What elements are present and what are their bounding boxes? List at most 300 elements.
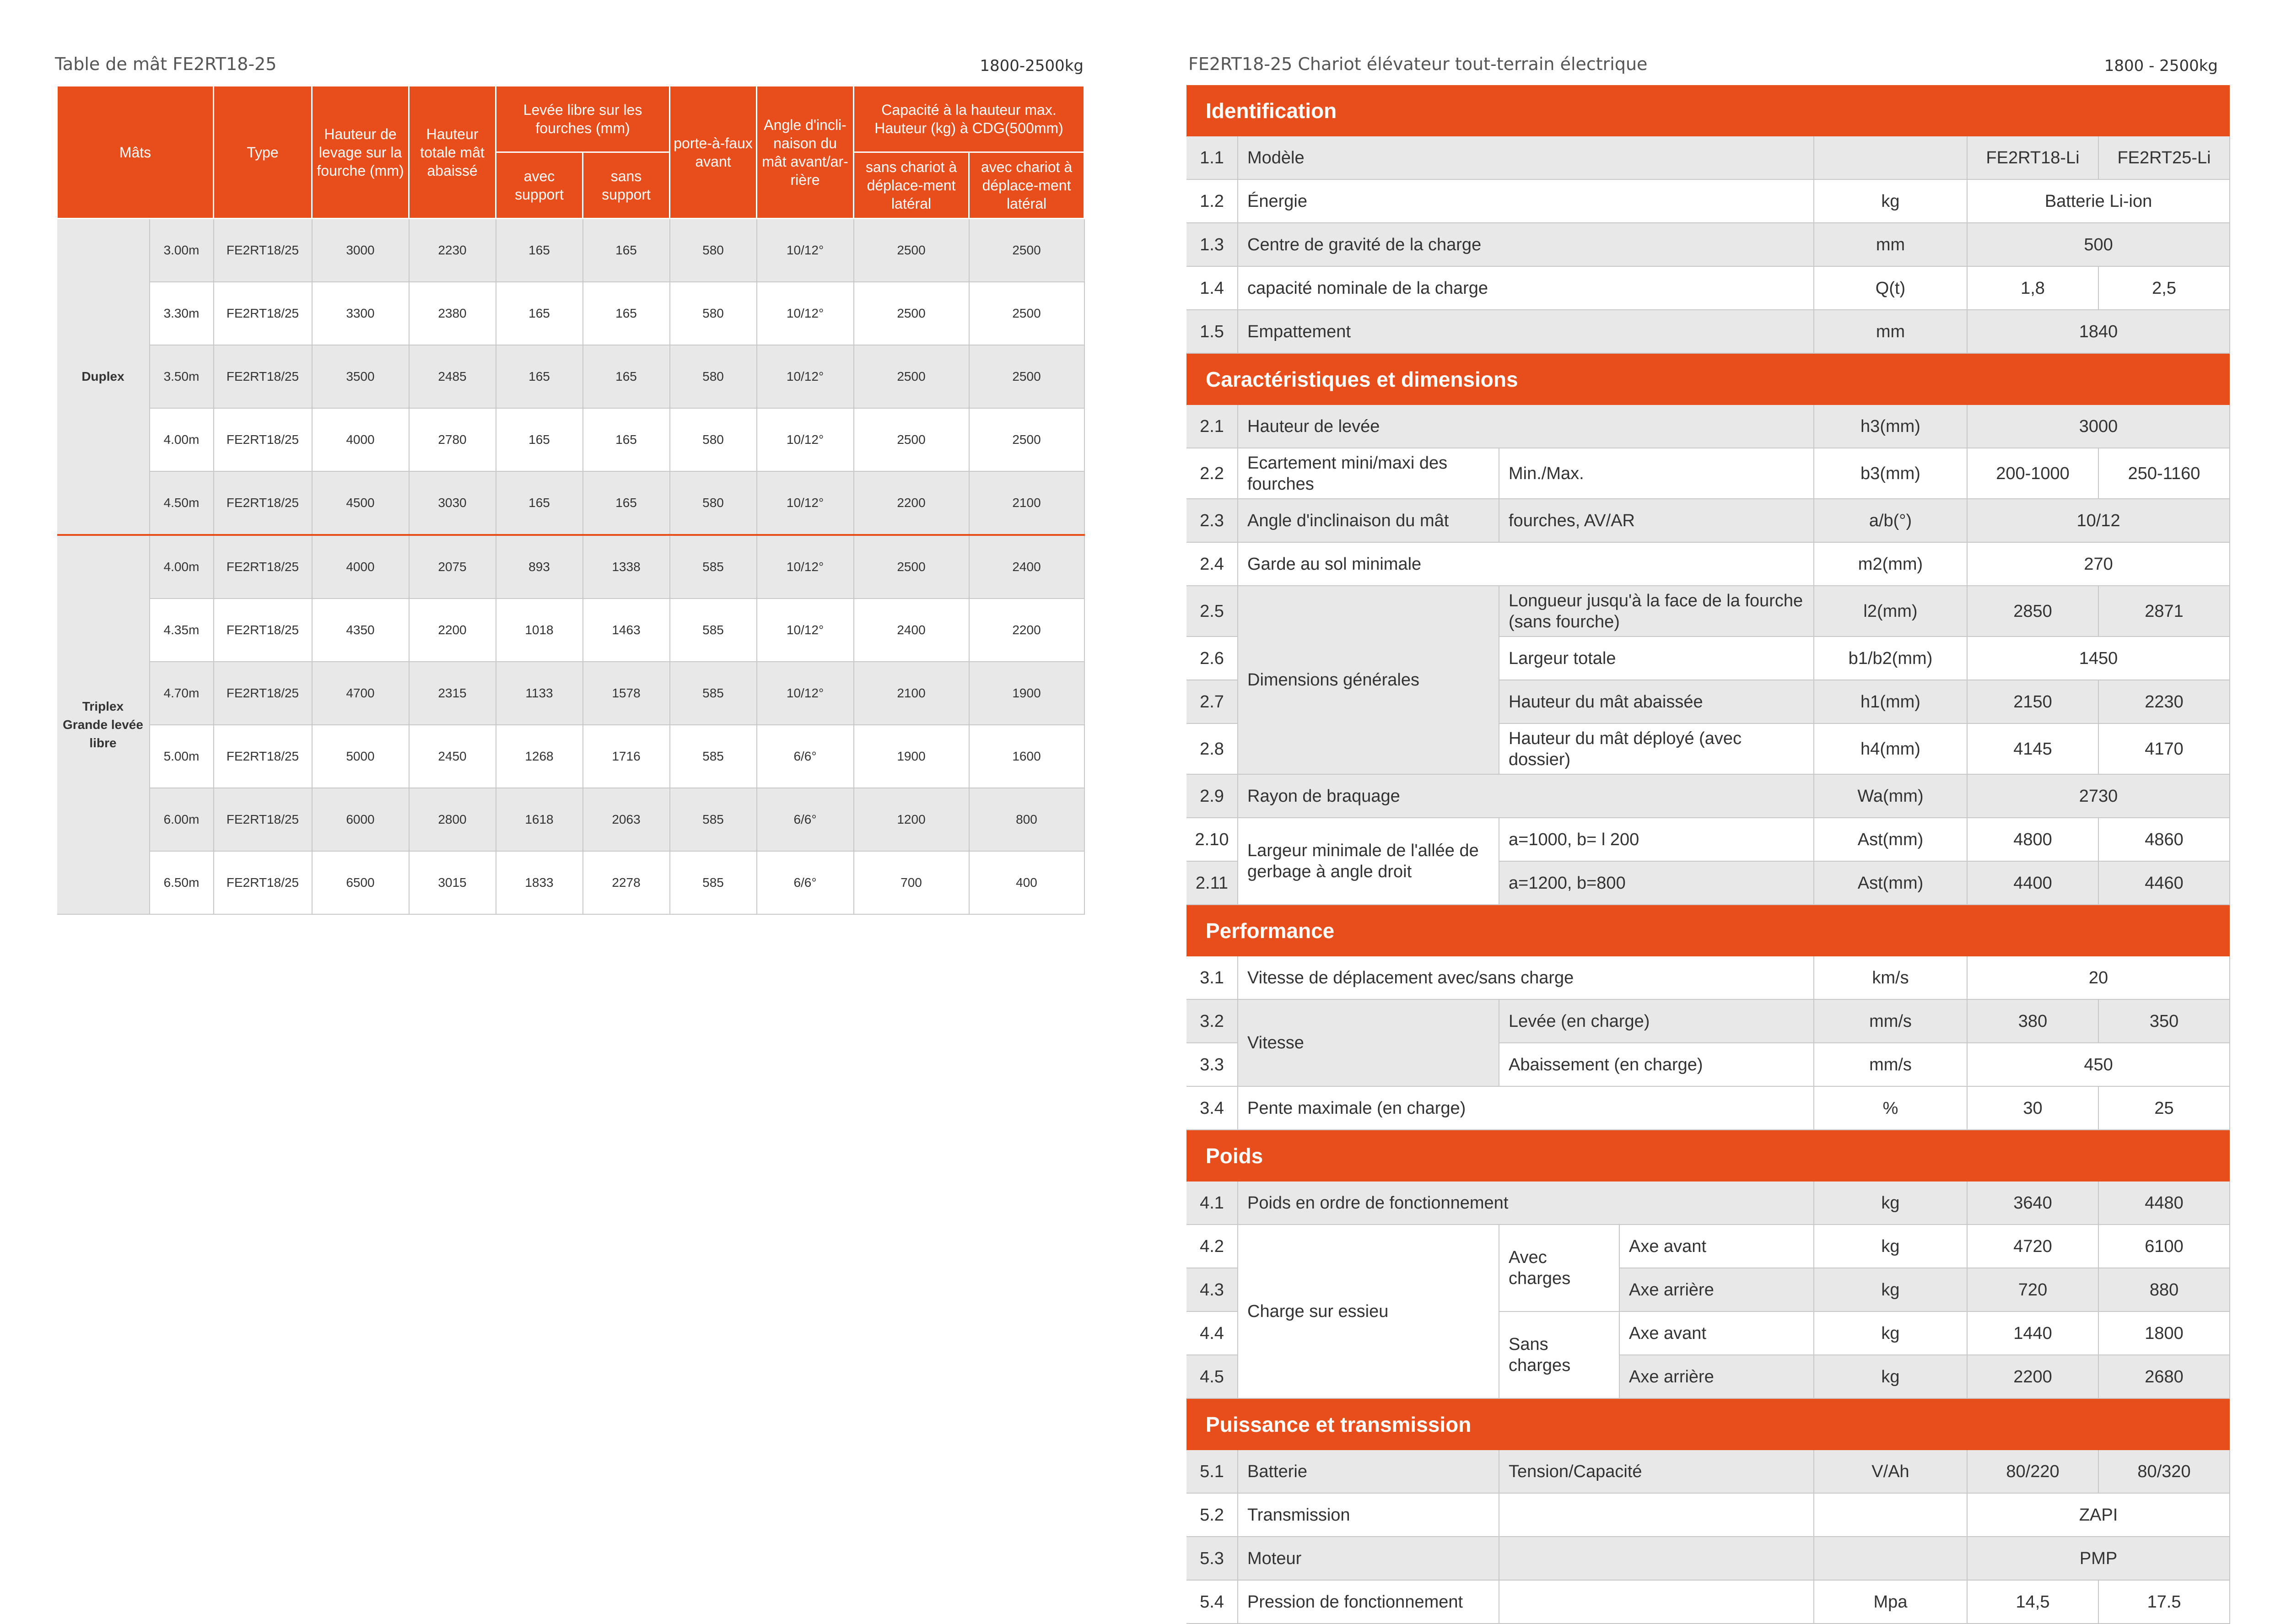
row-value: 450 xyxy=(1967,1043,2230,1086)
value-model-2: 17.5 xyxy=(2098,1580,2230,1624)
row-label: Ecartement mini/maxi des fourches xyxy=(1238,448,1499,499)
cell-front-overhang: 580 xyxy=(670,408,757,471)
cell-capacity-sideshift: 2400 xyxy=(969,535,1084,599)
mast-row xyxy=(57,219,1084,282)
cell-lift-height: 3500 xyxy=(312,345,409,408)
cell-lift-height: 4000 xyxy=(312,408,409,471)
cell-lift-height: 4000 xyxy=(312,535,409,599)
row-label: Énergie xyxy=(1238,179,1814,223)
row-sublabel: fourches, AV/AR xyxy=(1499,499,1814,542)
spec-row xyxy=(1186,956,2230,999)
axle-group-label: Charge sur essieu xyxy=(1238,1225,1499,1398)
cell-mast-height: 3.30m xyxy=(150,282,214,345)
cell-free-lift-with-support: 165 xyxy=(496,219,583,282)
row-number: 5.4 xyxy=(1186,1580,1238,1624)
row-number: 2.3 xyxy=(1186,499,1238,542)
cell-free-lift-without-support: 1463 xyxy=(583,599,670,662)
cell-capacity-no-sideshift: 2400 xyxy=(854,599,969,662)
spec-row xyxy=(1186,586,2230,637)
cell-free-lift-with-support: 165 xyxy=(496,282,583,345)
row-label: Modèle xyxy=(1238,136,1814,179)
cell-capacity-sideshift: 1900 xyxy=(969,662,1084,725)
row-sublabel: a=1000, b= l 200 xyxy=(1499,818,1814,861)
cell-free-lift-with-support: 893 xyxy=(496,535,583,599)
cell-capacity-sideshift: 400 xyxy=(969,851,1084,914)
cell-front-overhang: 580 xyxy=(670,345,757,408)
cell-lift-height: 3300 xyxy=(312,282,409,345)
cell-front-overhang: 580 xyxy=(670,471,757,535)
row-value: ZAPI xyxy=(1967,1493,2230,1537)
cell-free-lift-without-support: 165 xyxy=(583,471,670,535)
value-model-1: 80/220 xyxy=(1967,1450,2098,1493)
row-unit: Ast(mm) xyxy=(1814,861,1967,905)
cell-mast-height: 4.00m xyxy=(150,408,214,471)
mast-group-label: Triplex Grande levée libre xyxy=(57,535,150,914)
row-unit: kg xyxy=(1814,1268,1967,1311)
header-no-sideshift: sans chariot à déplace-ment latéral xyxy=(854,152,969,219)
row-unit: m2(mm) xyxy=(1814,542,1967,586)
spec-row xyxy=(1186,1182,2230,1225)
section-title: Puissance et transmission xyxy=(1186,1398,2230,1450)
value-model-2: 350 xyxy=(2098,999,2230,1043)
cell-lowered-height: 2485 xyxy=(409,345,496,408)
row-unit xyxy=(1814,136,1967,179)
cell-capacity-no-sideshift: 2500 xyxy=(854,535,969,599)
cell-type: FE2RT18/25 xyxy=(214,599,312,662)
row-value: PMP xyxy=(1967,1537,2230,1580)
row-label: Poids en ordre de fonctionnement xyxy=(1238,1182,1814,1225)
row-unit: h3(mm) xyxy=(1814,405,1967,448)
row-number: 4.3 xyxy=(1186,1268,1238,1311)
row-unit: km/s xyxy=(1814,956,1967,999)
row-sublabel: Levée (en charge) xyxy=(1499,999,1814,1043)
cell-capacity-sideshift: 2500 xyxy=(969,408,1084,471)
row-value: 3000 xyxy=(1967,405,2230,448)
row-value: 1840 xyxy=(1967,310,2230,353)
cell-lowered-height: 2075 xyxy=(409,535,496,599)
dims-group-label: Dimensions générales xyxy=(1238,586,1499,774)
cell-free-lift-without-support: 2278 xyxy=(583,851,670,914)
value-model-1: 200-1000 xyxy=(1967,448,2098,499)
row-label: Vitesse de déplacement avec/sans charge xyxy=(1238,956,1814,999)
spec-row xyxy=(1186,405,2230,448)
row-number: 3.3 xyxy=(1186,1043,1238,1086)
cell-tilt-angle: 10/12° xyxy=(757,282,854,345)
with-load-label: Avec charges xyxy=(1499,1225,1619,1311)
section-weight xyxy=(1186,1130,2230,1182)
row-unit: kg xyxy=(1814,1225,1967,1268)
cell-free-lift-without-support: 1338 xyxy=(583,535,670,599)
row-label: Moteur xyxy=(1238,1537,1499,1580)
spec-table xyxy=(1186,85,2230,1624)
cell-lowered-height: 2450 xyxy=(409,725,496,788)
row-unit: % xyxy=(1814,1086,1967,1130)
spec-row xyxy=(1186,1580,2230,1624)
cell-free-lift-without-support: 1578 xyxy=(583,662,670,725)
row-number: 2.1 xyxy=(1186,405,1238,448)
value-model-1: 14,5 xyxy=(1967,1580,2098,1624)
value-model-2: 80/320 xyxy=(2098,1450,2230,1493)
value-model-2: 250-1160 xyxy=(2098,448,2230,499)
cell-lift-height: 3000 xyxy=(312,219,409,282)
cell-free-lift-with-support: 1018 xyxy=(496,599,583,662)
value-model-2: 1800 xyxy=(2098,1311,2230,1355)
row-number: 2.4 xyxy=(1186,542,1238,586)
cell-tilt-angle: 10/12° xyxy=(757,535,854,599)
row-sublabel: Abaissement (en charge) xyxy=(1499,1043,1814,1086)
value-model-1: FE2RT18-Li xyxy=(1967,136,2098,179)
mast-row xyxy=(57,471,1084,535)
cell-lowered-height: 2315 xyxy=(409,662,496,725)
spec-row xyxy=(1186,1450,2230,1493)
row-value: 1450 xyxy=(1967,637,2230,680)
cell-free-lift-with-support: 165 xyxy=(496,408,583,471)
row-sublabel: Hauteur du mât abaissée xyxy=(1499,680,1814,723)
row-sublabel xyxy=(1499,1537,1814,1580)
cell-lift-height: 6000 xyxy=(312,788,409,851)
row-unit xyxy=(1814,1537,1967,1580)
header-capacity: Capacité à la hauteur max. Hauteur (kg) à CDG(500mm) xyxy=(854,86,1084,152)
aisle-group-label: Largeur minimale de l'allée de gerbage à angle droit xyxy=(1238,818,1499,905)
cell-free-lift-with-support: 165 xyxy=(496,345,583,408)
cell-front-overhang: 580 xyxy=(670,219,757,282)
cell-lift-height: 4700 xyxy=(312,662,409,725)
header-masts: Mâts xyxy=(57,86,214,219)
value-model-2: 2230 xyxy=(2098,680,2230,723)
cell-free-lift-without-support: 165 xyxy=(583,282,670,345)
cell-lowered-height: 2230 xyxy=(409,219,496,282)
value-model-1: 1440 xyxy=(1967,1311,2098,1355)
cell-capacity-sideshift: 800 xyxy=(969,788,1084,851)
header-type: Type xyxy=(214,86,312,219)
cell-free-lift-with-support: 1833 xyxy=(496,851,583,914)
spec-title: FE2RT18-25 Chariot élévateur tout-terrain électrique xyxy=(1188,54,1648,74)
cell-tilt-angle: 10/12° xyxy=(757,345,854,408)
section-identification xyxy=(1186,85,2230,136)
row-unit: b3(mm) xyxy=(1814,448,1967,499)
value-model-1: 4145 xyxy=(1967,723,2098,774)
spec-row xyxy=(1186,1537,2230,1580)
cell-tilt-angle: 10/12° xyxy=(757,599,854,662)
row-unit xyxy=(1814,1493,1967,1537)
cell-type: FE2RT18/25 xyxy=(214,471,312,535)
cell-tilt-angle: 10/12° xyxy=(757,219,854,282)
row-sublabel: Axe arrière xyxy=(1619,1355,1814,1398)
cell-front-overhang: 585 xyxy=(670,725,757,788)
value-model-2: 2871 xyxy=(2098,586,2230,637)
spec-row xyxy=(1186,310,2230,353)
spec-row xyxy=(1186,818,2230,861)
row-unit: Q(t) xyxy=(1814,266,1967,310)
row-number: 3.2 xyxy=(1186,999,1238,1043)
cell-free-lift-without-support: 165 xyxy=(583,219,670,282)
row-number: 2.7 xyxy=(1186,680,1238,723)
row-label: Hauteur de levée xyxy=(1238,405,1814,448)
spec-row xyxy=(1186,999,2230,1043)
cell-capacity-no-sideshift: 2500 xyxy=(854,345,969,408)
header-with-support: avec support xyxy=(496,152,583,219)
spec-row xyxy=(1186,266,2230,310)
cell-lowered-height: 3015 xyxy=(409,851,496,914)
row-label: Batterie xyxy=(1238,1450,1499,1493)
value-model-2: 4860 xyxy=(2098,818,2230,861)
header-tilt: Angle d'incli-naison du mât avant/ar-rière xyxy=(757,86,854,219)
mast-row xyxy=(57,535,1084,599)
cell-capacity-no-sideshift: 2200 xyxy=(854,471,969,535)
row-unit: kg xyxy=(1814,179,1967,223)
cell-capacity-sideshift: 2500 xyxy=(969,282,1084,345)
cell-mast-height: 6.00m xyxy=(150,788,214,851)
row-number: 2.6 xyxy=(1186,637,1238,680)
row-number: 2.10 xyxy=(1186,818,1238,861)
cell-tilt-angle: 10/12° xyxy=(757,662,854,725)
row-unit: a/b(°) xyxy=(1814,499,1967,542)
value-model-1: 4720 xyxy=(1967,1225,2098,1268)
section-performance xyxy=(1186,905,2230,956)
row-number: 4.5 xyxy=(1186,1355,1238,1398)
cell-type: FE2RT18/25 xyxy=(214,345,312,408)
cell-capacity-sideshift: 2500 xyxy=(969,219,1084,282)
row-label: Transmission xyxy=(1238,1493,1499,1537)
row-unit: Mpa xyxy=(1814,1580,1967,1624)
cell-tilt-angle: 10/12° xyxy=(757,471,854,535)
cell-type: FE2RT18/25 xyxy=(214,788,312,851)
cell-free-lift-without-support: 1716 xyxy=(583,725,670,788)
value-model-1: 4400 xyxy=(1967,861,2098,905)
cell-front-overhang: 585 xyxy=(670,662,757,725)
cell-mast-height: 3.00m xyxy=(150,219,214,282)
mast-row xyxy=(57,599,1084,662)
cell-capacity-no-sideshift: 1900 xyxy=(854,725,969,788)
value-model-1: 1,8 xyxy=(1967,266,2098,310)
row-number: 3.1 xyxy=(1186,956,1238,999)
section-power xyxy=(1186,1398,2230,1450)
cell-lowered-height: 3030 xyxy=(409,471,496,535)
row-unit: mm xyxy=(1814,310,1967,353)
cell-capacity-sideshift: 2200 xyxy=(969,599,1084,662)
row-number: 1.5 xyxy=(1186,310,1238,353)
cell-lowered-height: 2380 xyxy=(409,282,496,345)
row-sublabel: Hauteur du mât déployé (avec dossier) xyxy=(1499,723,1814,774)
cell-tilt-angle: 10/12° xyxy=(757,408,854,471)
value-model-1: 2200 xyxy=(1967,1355,2098,1398)
cell-free-lift-with-support: 1268 xyxy=(496,725,583,788)
row-unit: mm xyxy=(1814,223,1967,266)
value-model-2: 2,5 xyxy=(2098,266,2230,310)
row-unit: h1(mm) xyxy=(1814,680,1967,723)
spec-row xyxy=(1186,774,2230,818)
cell-lowered-height: 2780 xyxy=(409,408,496,471)
without-load-label: Sans charges xyxy=(1499,1311,1619,1398)
row-number: 2.9 xyxy=(1186,774,1238,818)
row-unit: Wa(mm) xyxy=(1814,774,1967,818)
value-model-1: 3640 xyxy=(1967,1182,2098,1225)
row-unit: h4(mm) xyxy=(1814,723,1967,774)
value-model-2: 4170 xyxy=(2098,723,2230,774)
cell-type: FE2RT18/25 xyxy=(214,662,312,725)
cell-free-lift-with-support: 1618 xyxy=(496,788,583,851)
cell-free-lift-with-support: 165 xyxy=(496,471,583,535)
mast-row xyxy=(57,725,1084,788)
value-model-1: 2150 xyxy=(1967,680,2098,723)
value-model-1: 30 xyxy=(1967,1086,2098,1130)
section-title: Poids xyxy=(1186,1130,2230,1182)
row-sublabel xyxy=(1499,1580,1814,1624)
cell-mast-height: 3.50m xyxy=(150,345,214,408)
cell-front-overhang: 585 xyxy=(670,535,757,599)
cell-lowered-height: 2800 xyxy=(409,788,496,851)
value-model-1: 4800 xyxy=(1967,818,2098,861)
row-unit: kg xyxy=(1814,1355,1967,1398)
row-value: Batterie Li-ion xyxy=(1967,179,2230,223)
cell-type: FE2RT18/25 xyxy=(214,408,312,471)
mast-table xyxy=(56,85,1085,915)
cell-capacity-no-sideshift: 2100 xyxy=(854,662,969,725)
spec-row xyxy=(1186,1493,2230,1537)
row-sublabel: Tension/Capacité xyxy=(1499,1450,1814,1493)
cell-mast-height: 4.35m xyxy=(150,599,214,662)
value-model-1: 2850 xyxy=(1967,586,2098,637)
row-value: 500 xyxy=(1967,223,2230,266)
cell-type: FE2RT18/25 xyxy=(214,535,312,599)
row-unit: b1/b2(mm) xyxy=(1814,637,1967,680)
spec-row xyxy=(1186,179,2230,223)
row-number: 1.4 xyxy=(1186,266,1238,310)
row-unit: mm/s xyxy=(1814,999,1967,1043)
cell-capacity-sideshift: 2500 xyxy=(969,345,1084,408)
row-number: 2.5 xyxy=(1186,586,1238,637)
row-label: Angle d'inclinaison du mât xyxy=(1238,499,1499,542)
row-number: 2.2 xyxy=(1186,448,1238,499)
value-model-2: FE2RT25-Li xyxy=(2098,136,2230,179)
section-characteristics xyxy=(1186,353,2230,405)
row-sublabel: Min./Max. xyxy=(1499,448,1814,499)
row-unit: V/Ah xyxy=(1814,1450,1967,1493)
spec-row xyxy=(1186,1086,2230,1130)
cell-front-overhang: 585 xyxy=(670,599,757,662)
row-label: Garde au sol minimale xyxy=(1238,542,1814,586)
row-label: Rayon de braquage xyxy=(1238,774,1814,818)
row-value: 10/12 xyxy=(1967,499,2230,542)
header-sideshift: avec chariot à déplace-ment latéral xyxy=(969,152,1084,219)
cell-capacity-no-sideshift: 2500 xyxy=(854,282,969,345)
row-number: 3.4 xyxy=(1186,1086,1238,1130)
row-number: 5.1 xyxy=(1186,1450,1238,1493)
row-unit: Ast(mm) xyxy=(1814,818,1967,861)
row-sublabel: Axe arrière xyxy=(1619,1268,1814,1311)
row-number: 1.2 xyxy=(1186,179,1238,223)
spec-row xyxy=(1186,223,2230,266)
header-without-support: sans support xyxy=(583,152,670,219)
row-number: 4.2 xyxy=(1186,1225,1238,1268)
row-label: Empattement xyxy=(1238,310,1814,353)
mast-row xyxy=(57,408,1084,471)
header-overhang: porte-à-faux avant xyxy=(670,86,757,219)
cell-capacity-sideshift: 2100 xyxy=(969,471,1084,535)
cell-mast-height: 4.50m xyxy=(150,471,214,535)
speed-group-label: Vitesse xyxy=(1238,999,1499,1086)
cell-lift-height: 5000 xyxy=(312,725,409,788)
spec-row xyxy=(1186,136,2230,179)
cell-type: FE2RT18/25 xyxy=(214,851,312,914)
spec-range: 1800 - 2500kg xyxy=(2104,57,2218,75)
cell-capacity-sideshift: 1600 xyxy=(969,725,1084,788)
row-unit: mm/s xyxy=(1814,1043,1967,1086)
row-number: 4.4 xyxy=(1186,1311,1238,1355)
row-number: 1.1 xyxy=(1186,136,1238,179)
spec-row xyxy=(1186,1225,2230,1268)
value-model-2: 4460 xyxy=(2098,861,2230,905)
row-sublabel: Axe avant xyxy=(1619,1225,1814,1268)
row-number: 2.8 xyxy=(1186,723,1238,774)
mast-table-title: Table de mât FE2RT18-25 xyxy=(55,54,277,74)
spec-row xyxy=(1186,499,2230,542)
mast-row xyxy=(57,662,1084,725)
cell-front-overhang: 585 xyxy=(670,851,757,914)
cell-free-lift-without-support: 165 xyxy=(583,345,670,408)
cell-capacity-no-sideshift: 1200 xyxy=(854,788,969,851)
value-model-2: 4480 xyxy=(2098,1182,2230,1225)
cell-free-lift-with-support: 1133 xyxy=(496,662,583,725)
cell-lowered-height: 2200 xyxy=(409,599,496,662)
spec-row xyxy=(1186,542,2230,586)
row-number: 1.3 xyxy=(1186,223,1238,266)
mast-table-range: 1800-2500kg xyxy=(980,57,1084,75)
row-value: 20 xyxy=(1967,956,2230,999)
mast-row xyxy=(57,345,1084,408)
value-model-2: 880 xyxy=(2098,1268,2230,1311)
row-number: 4.1 xyxy=(1186,1182,1238,1225)
value-model-2: 2680 xyxy=(2098,1355,2230,1398)
row-sublabel: Longueur jusqu'à la face de la fourche (sans fourche) xyxy=(1499,586,1814,637)
cell-mast-height: 5.00m xyxy=(150,725,214,788)
row-sublabel: Largeur totale xyxy=(1499,637,1814,680)
row-unit: kg xyxy=(1814,1182,1967,1225)
value-model-2: 6100 xyxy=(2098,1225,2230,1268)
value-model-1: 720 xyxy=(1967,1268,2098,1311)
row-value: 2730 xyxy=(1967,774,2230,818)
cell-tilt-angle: 6/6° xyxy=(757,788,854,851)
mast-row xyxy=(57,282,1084,345)
value-model-2: 25 xyxy=(2098,1086,2230,1130)
row-sublabel xyxy=(1499,1493,1814,1537)
row-label: Centre de gravité de la charge xyxy=(1238,223,1814,266)
mast-group-label: Duplex xyxy=(57,219,150,535)
cell-capacity-no-sideshift: 700 xyxy=(854,851,969,914)
header-lift-height: Hauteur de levage sur la fourche (mm) xyxy=(312,86,409,219)
row-label: Pente maximale (en charge) xyxy=(1238,1086,1814,1130)
row-unit: kg xyxy=(1814,1311,1967,1355)
header-free-lift: Levée libre sur les fourches (mm) xyxy=(496,86,670,152)
cell-tilt-angle: 6/6° xyxy=(757,851,854,914)
row-sublabel: a=1200, b=800 xyxy=(1499,861,1814,905)
cell-mast-height: 6.50m xyxy=(150,851,214,914)
cell-mast-height: 4.70m xyxy=(150,662,214,725)
section-title: Performance xyxy=(1186,905,2230,956)
row-number: 2.11 xyxy=(1186,861,1238,905)
section-title: Caractéristiques et dimensions xyxy=(1186,353,2230,405)
cell-front-overhang: 580 xyxy=(670,282,757,345)
cell-lift-height: 6500 xyxy=(312,851,409,914)
cell-lift-height: 4350 xyxy=(312,599,409,662)
row-number: 5.3 xyxy=(1186,1537,1238,1580)
row-number: 5.2 xyxy=(1186,1493,1238,1537)
cell-free-lift-without-support: 165 xyxy=(583,408,670,471)
mast-row xyxy=(57,851,1084,914)
cell-type: FE2RT18/25 xyxy=(214,219,312,282)
row-value: 270 xyxy=(1967,542,2230,586)
row-unit: l2(mm) xyxy=(1814,586,1967,637)
